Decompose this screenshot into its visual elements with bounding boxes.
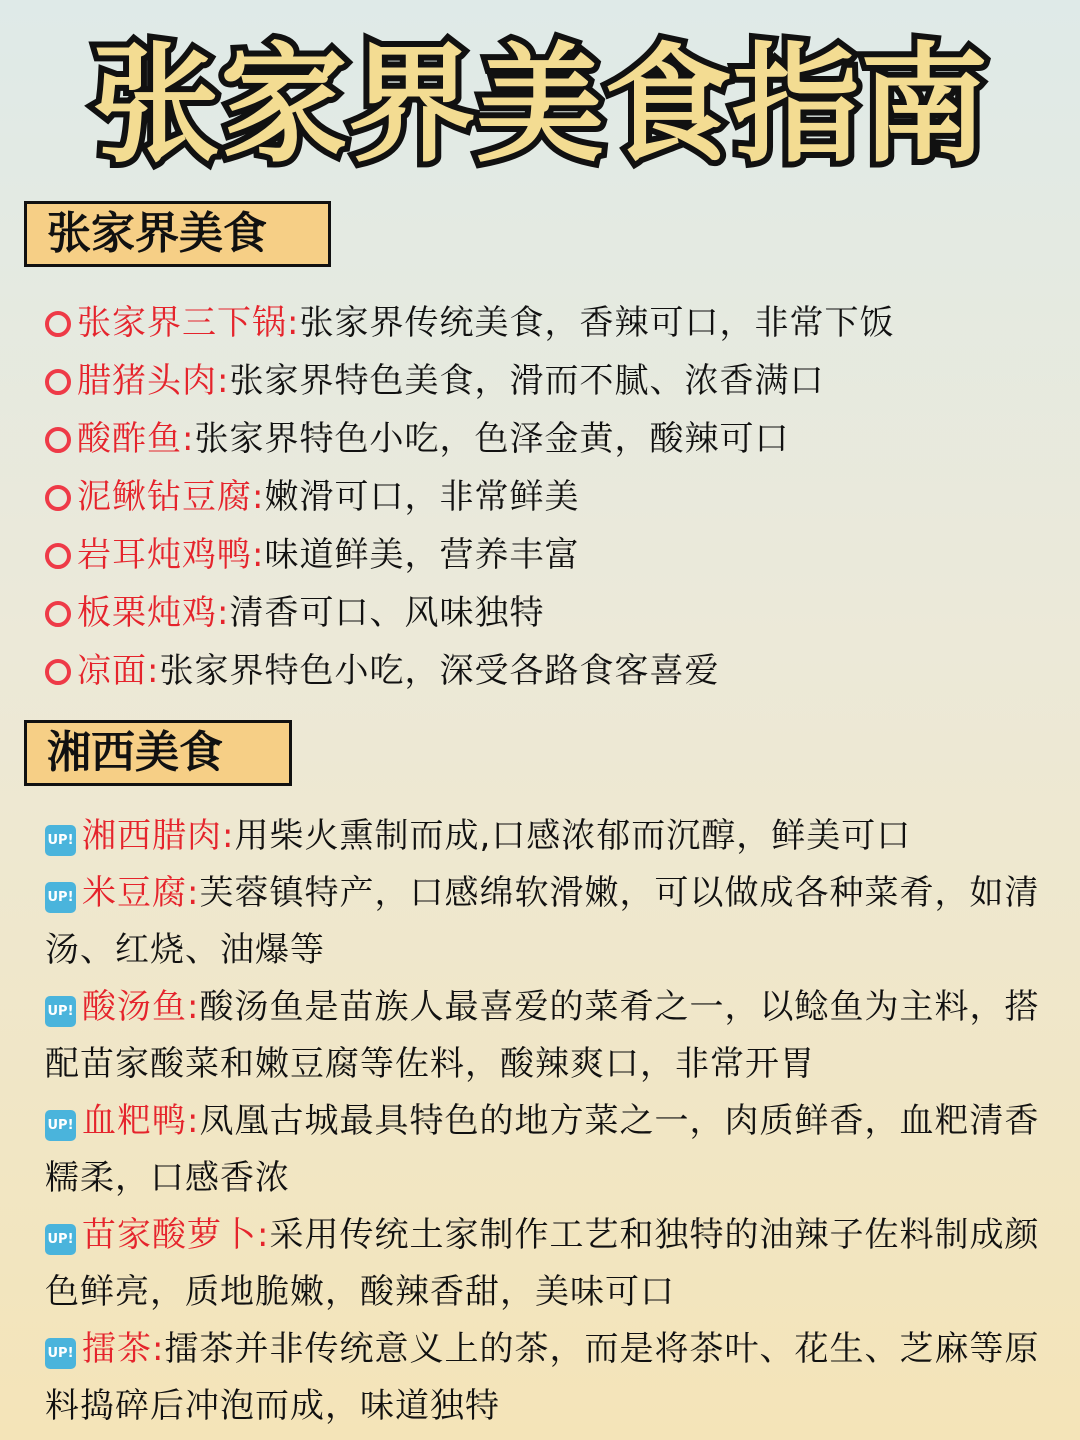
zhangjiajie-food-list: [45, 294, 1045, 700]
page-title: 张家界美食指南: [91, 30, 988, 180]
food-name: 擂茶:: [82, 1329, 165, 1369]
food-name: 岩耳炖鸡鸭:: [77, 535, 265, 575]
food-desc: 用柴火熏制而成,口感浓郁而沉醇，鲜美可口: [234, 816, 912, 856]
circle-icon: [45, 427, 71, 453]
circle-icon: [45, 369, 71, 395]
circle-icon: [45, 311, 71, 337]
up-badge-icon: UP!: [45, 825, 76, 856]
food-name: 酸酢鱼:: [77, 419, 195, 459]
food-desc: 擂茶并非传统意义上的茶，而是将茶叶、花生、芝麻等原料捣碎后冲泡而成，味道独特: [45, 1329, 1040, 1426]
list-item: [45, 642, 1045, 700]
list-item: [45, 294, 1045, 352]
list-item: [45, 808, 1045, 865]
food-name: 酸汤鱼:: [82, 987, 200, 1027]
section-heading-xiangxi: 湘西美食: [24, 720, 292, 786]
food-name: 泥鳅钻豆腐:: [77, 477, 265, 517]
food-name: 湘西腊肉:: [82, 816, 235, 856]
food-desc: 味道鲜美，营养丰富: [264, 535, 580, 575]
up-badge-icon: UP!: [45, 1224, 76, 1255]
food-name: 凉面:: [77, 651, 160, 691]
food-desc: 清香可口、风味独特: [229, 593, 545, 633]
list-item: [45, 1207, 1045, 1321]
section-heading-zhangjiajie: 张家界美食: [24, 201, 331, 267]
list-item: [45, 865, 1045, 979]
xiangxi-food-list: [45, 808, 1045, 1435]
list-item: [45, 1093, 1045, 1207]
food-desc: 张家界特色小吃，色泽金黄，酸辣可口: [194, 419, 790, 459]
food-desc: 嫩滑可口，非常鲜美: [264, 477, 580, 517]
food-name: 米豆腐:: [82, 873, 200, 913]
food-desc: 张家界传统美食，香辣可口，非常下饭: [299, 303, 895, 343]
up-badge-icon: UP!: [45, 1338, 76, 1369]
circle-icon: [45, 485, 71, 511]
food-desc: 凤凰古城最具特色的地方菜之一，肉质鲜香，血粑清香糯柔，口感香浓: [45, 1101, 1040, 1198]
up-badge-icon: UP!: [45, 1110, 76, 1141]
circle-icon: [45, 543, 71, 569]
food-name: 张家界三下锅:: [77, 303, 300, 343]
food-desc: 张家界特色美食，滑而不腻、浓香满口: [229, 361, 825, 401]
list-item: [45, 410, 1045, 468]
list-item: [45, 526, 1045, 584]
circle-icon: [45, 659, 71, 685]
list-item: [45, 979, 1045, 1093]
list-item: [45, 1321, 1045, 1435]
up-badge-icon: UP!: [45, 996, 76, 1027]
food-desc: 芙蓉镇特产，口感绵软滑嫩，可以做成各种菜肴，如清汤、红烧、油爆等: [45, 873, 1040, 970]
food-name: 苗家酸萝卜:: [82, 1215, 270, 1255]
circle-icon: [45, 601, 71, 627]
food-name: 血粑鸭:: [82, 1101, 200, 1141]
up-badge-icon: UP!: [45, 882, 76, 913]
food-name: 板栗炖鸡:: [77, 593, 230, 633]
list-item: [45, 468, 1045, 526]
list-item: [45, 352, 1045, 410]
food-desc: 采用传统土家制作工艺和独特的油辣子佐料制成颜色鲜亮，质地脆嫩，酸辣香甜，美味可口: [45, 1215, 1040, 1312]
food-desc: 酸汤鱼是苗族人最喜爱的菜肴之一，以鲶鱼为主料，搭配苗家酸菜和嫩豆腐等佐料，酸辣爽口，非常开胃: [45, 987, 1040, 1084]
food-name: 腊猪头肉:: [77, 361, 230, 401]
list-item: [45, 584, 1045, 642]
food-desc: 张家界特色小吃，深受各路食客喜爱: [159, 651, 720, 691]
